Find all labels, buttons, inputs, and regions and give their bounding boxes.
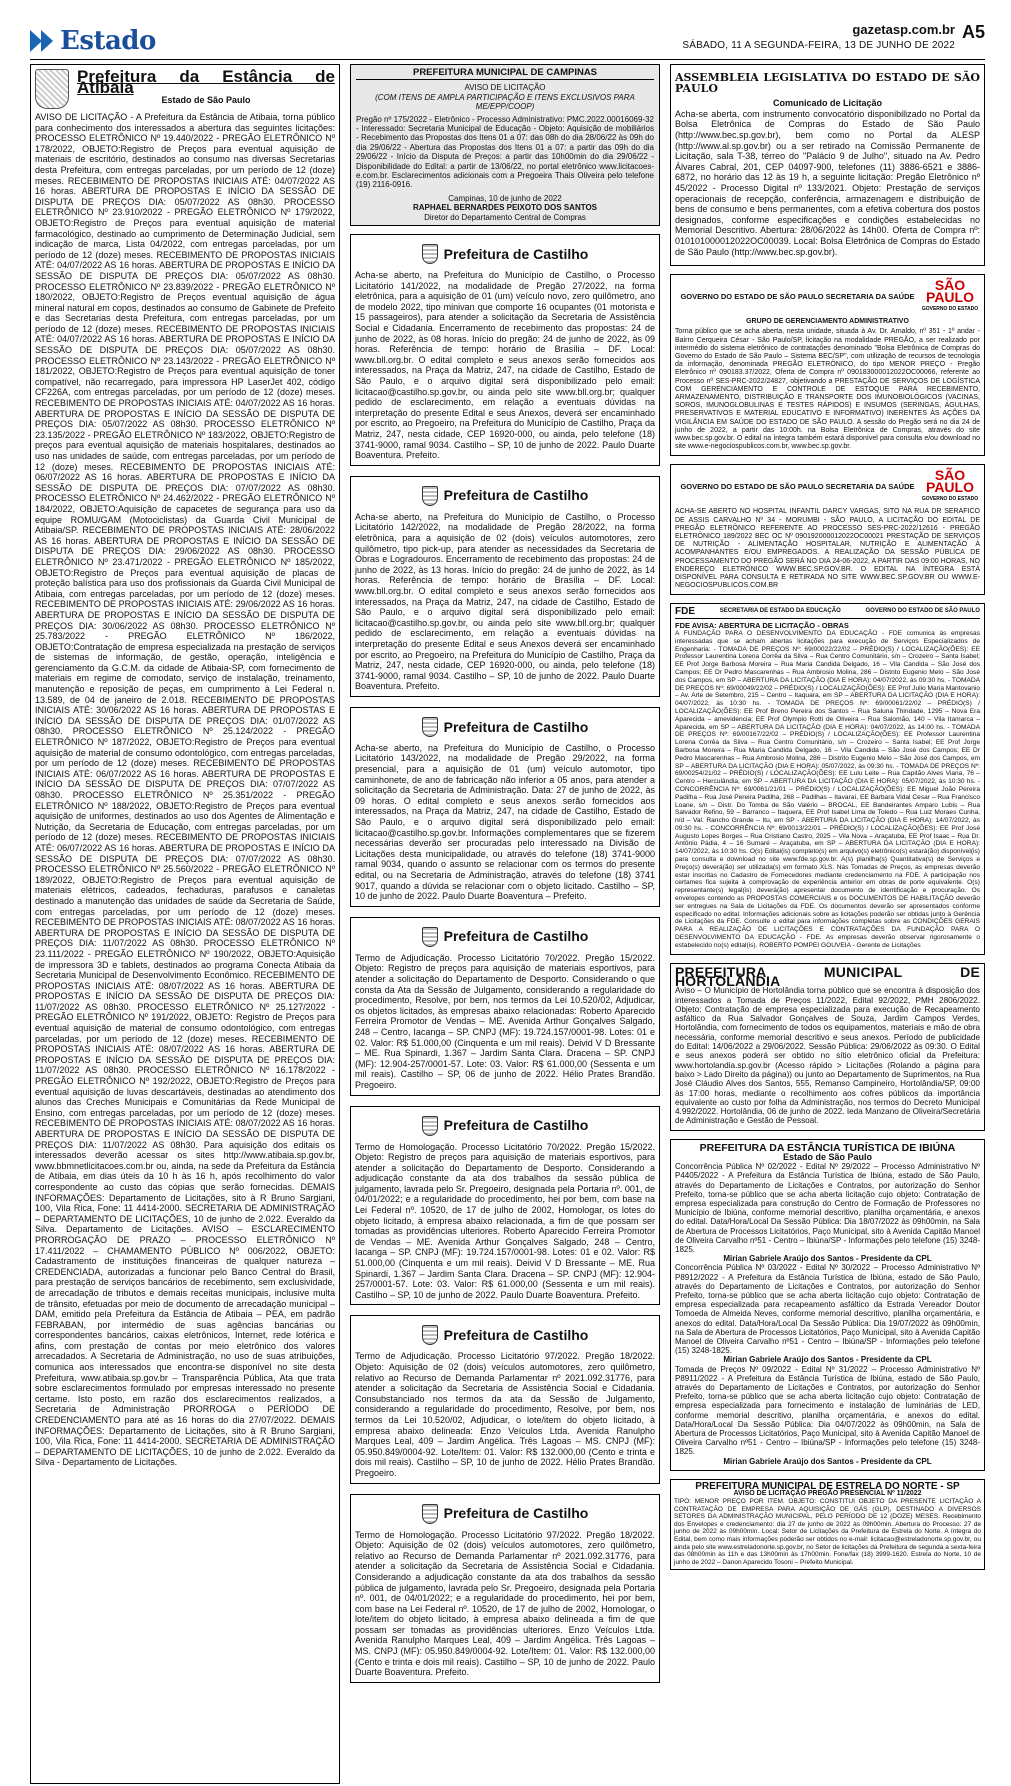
ibiuna-title: PREFEITURA DA ESTÂNCIA TURÍSTICA DE IBIÚNA — [699, 1141, 956, 1154]
alesp-subtitle: Comunicado de Licitação — [772, 98, 883, 109]
saude-body-2: ACHA-SE ABERTO NO HOSPITAL INFANTIL DARCY VARGAS, SITO NA RUA DR SERAFICO DE ASSIS CARVALHO Nº 34 - MORUMBI - SÃO PAULO, A LICITAÇÃO DO EDITAL DE PREGÃO ELETRÔNICO REFERENTE AO PROCESSO SES-PRC-2022/12616 - PREGÃO ELETRÔNICO 189/2022 BEC OC Nº 090192000012022OC00021 PRESTAÇÃO DE SERVIÇOS DE NUTRIÇÃO - ALIMENTAÇÃO HOSPITALAR, NUTRIÇÃO E ALIMENTAÇÃO À ACOMPANHANTES E/OU EMPREGADOS. A REALIZAÇÃO DA SESSÃO PÚBLICA DE PROCESSAMENTO DO PREGÃO SERÁ NO DIA 24-06-2022, A PARTIR DAS 09:00 HORAS, NO ENDEREÇO ELETRÔNICO WWW.BEC.SP.GOV.BR. O EDITAL NA ÍNTEGRA ESTÁ DISPONÍVEL PARA CONSULTA E RETIRADA NO SITE WWW.BEC.SP.GOV.BR OU WWW.E-NEGOCIOSPUBLICOS.COM.BR — [675, 508, 980, 590]
castilho-shield-icon — [422, 717, 438, 737]
fde-heading: FDE AVISA: ABERTURA DE LICITAÇÃO - OBRAS — [675, 621, 849, 631]
fde-secretaria: SECRETARIA DE ESTADO DA EDUCAÇÃO — [719, 608, 841, 615]
castilho-shield-icon — [422, 927, 438, 947]
castilho-body: Acha-se aberto, na Prefeitura do Município de Castilho, o Processo Licitatório 143/2022, na modalidade de Pregão 29/2022, na forma presencial, para a aquisição de 01 (um) veículo automotor, tipo caminhonete, de ano de fabricação não inferior a 05 anos, para atender a solicitação da Secretaria de Administração. Data: 27 de junho de 2022, às 09 horas. O edital completo e seus anexos serão fornecidos aos interessados, na Praça da Matriz, 247, na cidade de Castilho, Estado de São Paulo, e o arquivo digital será disponibilizado pelo email: licitacao@castilho.sp.gov.br. Informações complementares que se fizerem necessárias deverão ser procuradas pelo interessado na Divisão de Licitações desta municipalidade, ou através do telefone (18) 3741-9000 ramal 9034, quando o assunto se relacionar com os termos do presente edital, ou na Secretaria de Administração, através do telefone (18) 3741 9017, quando a dúvida se relacionar com o objeto licitado. Castilho – SP, 10 de junho de 2022. Paulo Duarte Boaventura – Prefeito. — [355, 742, 655, 902]
castilho-title: Prefeitura de Castilho — [443, 1505, 589, 1522]
castilho-body: Termo de Adjudicação. Processo Licitatório 97/2022. Pregão 18/2022. Objeto: Aquisição de 02 (dois) veículos automotores, zero quilômetro, relativo ao Recurso de Demanda Parlamentar nº 2021.092.31776, para atender a solicitação da Secretaria de Assistência Social e Cidadania. Consubstanciado nos termos da ata da Sessão de Julgamento, considerando a regularidade do procedimento, Resolve, por bem, nos termos da Lei 10.520/02, Adjudicar, o lote/item do objeto licitado, à empresa abaixo delineada: Enzo Veículos Ltda. Avenida Ranulpho Marques Leal, 409 – Jardim Angélica. Três Lagoas – MS. CNPJ (MF): 05.950.849/0004-92. Lote/Item: 01. Valor: R$ 132.000,00 (Cento e trinta e dois mil reais). Castilho – SP, 10 de junho de 2022. Hélio Prates Brandão. Pregoeiro. — [355, 1351, 655, 1478]
atibaia-body: AVISO DE LICITAÇÃO - A Prefeitura da Estância de Atibaia, torna público para conhecimento dos interessados a abertura das seguintes licitações: PROCESSO ELETRÔNICO Nº 19.440/2022 - PREGÃO ELETRÔNICO Nº 178/2022, OBJETO:Registro de Preços para eventual aquisição de materiais de escritório, destinados ao consumo nas diversas Secretarias desta Prefeitura, com entregas parceladas, por um período de 12 (doze) meses. RECEBIMENTO DE PROPOSTAS INICIAIS ATÉ: 04/07/2022 AS 16 horas. ABERTURA DE PROPOSTAS E INÍCIO DA SESSÃO DE DISPUTA DE PREÇOS DIA: 05/07/2022 AS 08h30. PROCESSO ELETRÔNICO Nº 23.910/2022 - PREGÃO ELETRÔNICO Nº 179/2022, OBJETO:Registro de Preços para eventual aquisição de material farmacológico, destinado ao cumprimento de Determinação Judicial, sem indicação de marca, Lista 04/2022, com entregas parceladas, por um período de 12 (doze) meses. RECEBIMENTO DE PROPOSTAS INICIAIS ATÉ: 04/07/2022 AS 16 horas. ABERTURA DE PROPOSTAS E INÍCIO DA SESSÃO DE DISPUTA DE PREÇOS DIA: 05/07/2022 AS 08h30. PROCESSO ELETRÔNICO Nº 23.839/2022 - PREGÃO ELETRÔNICO Nº 180/2022, OBJETO:Registro de Preços eventual aquisição de água mineral natural em copos, destinados ao consumo de Gabinete de Prefeito e das Secretarias desta Prefeitura, com entregas parceladas, por um período de 12 (doze) meses. RECEBIMENTO DE PROPOSTAS INICIAIS ATÉ: 04/07/2022 AS 16 horas. ABERTURA DE PROPOSTAS E INÍCIO DA SESSÃO DE DISPUTA DE PREÇOS DIA: 05/07/2022 AS 08h30. PROCESSO ELETRÔNICO Nº 23.143/2022 - PREGÃO ELETRÔNICO Nº 181/2022, OBJETO:Registro de Preços para eventual aquisição de toner compatível, não recarregado, para impressora HP LaserJet 402, código CF226A, com entregas parceladas, por um período de 12 (doze) meses. RECEBIMENTO DE PROPOSTAS INICIAIS ATÉ: 04/07/2022 AS 16 horas. ABERTURA DE PROPOSTAS E INÍCIO DA SESSÃO DE DISPUTA DE PREÇOS DIA: 05/07/2022 AS 08h30. PROCESSO ELETRÔNICO Nº 23.135/2022 - PREGÃO ELETRÔNICO Nº 183/2022, OBJETO:Registro de preços para eventual aquisição de materiais hospitalares, destinados ao uso nas unidades de saúde, com entregas parceladas, por um período de 12 (doze) meses. RECEBIMENTO DE PROPOSTAS INICIAIS ATÉ: 06/07/2022 AS 16 horas. ABERTURA DE PROPOSTAS E INÍCIO DA SESSÃO DE DISPUTA DE PREÇOS DIA: 07/07/2022 AS 08h30. PROCESSO ELETRÔNICO Nº 24.462/2022 - PREGÃO ELETRÔNICO Nº 184/2022, OBJETO:Aquisição de capacetes de segurança para uso da equipe ROMU/GAM (Motociclistas) da Guarda Civil Municipal de Atibaia/SP. RECEBIMENTO DE PROPOSTAS INICIAIS ATÉ: 28/06/2022 AS 16 horas. ABERTURA DE PROPOSTAS E INÍCIO DA SESSÃO DE DISPUTA DE PREÇOS DIA: 29/06/2022 AS 08h30. PROCESSO ELETRÔNICO Nº 23.471/2022 - PREGÃO ELETRÔNICO Nº 185/2022, OBJETO:Registro de Preços para eventual aquisição de placas de proteção balística para uso dos profissionais da Guarda Civil Municipal de Atibaia, com entregas parceladas, por um período de 12 (doze) meses. RECEBIMENTO DE PROPOSTAS INICIAIS ATÉ: 29/06/2022 AS 16 horas. ABERTURA DE PROPOSTAS E INÍCIO DA SESSÃO DE DISPUTA DE PREÇOS DIA: 30/06/2022 AS 08h30. PROCESSO ELETRÔNICO Nº 25.783/2022 - PREGÃO ELETRÔNICO Nº 186/2022, OBJETO:Contratação de empresa especializada na prestação de serviços de sistemas de informação, de gestão, operação, inteligência e gerenciamento da G.C.M. da cidade de Atibaia-SP, com fornecimento de materiais em regime de comodato, serviço de instalação, treinamento, manutenção e reposição de peças, em cumprimento à Lei Federal n. 13.589, de 04 de janeiro de 2.018. RECEBIMENTO DE PROPOSTAS INICIAIS ATÉ: 30/06/2022 AS 16 horas. ABERTURA DE PROPOSTAS E INÍCIO DA SESSÃO DE DISPUTA DE PREÇOS DIA: 01/07/2022 AS 08h30. PROCESSO ELETRÔNICO Nº 25.124/2022 - PREGÃO ELETRÔNICO Nº 187/2022, OBJETO:Registro de Preços para eventual aquisição de material de consumo odontológico, com entregas parceladas, por um período de 12 (doze) meses. RECEBIMENTO DE PROPOSTAS INICIAIS ATÉ: 06/07/2022 AS 16 horas. ABERTURA DE PROPOSTAS E INÍCIO DA SESSÃO DE DISPUTA DE PREÇOS DIA: 07/07/2022 AS 08h30. PROCESSO ELETRÔNICO Nº 25.351/2022 - PREGÃO ELETRÔNICO Nº 188/2022, OBJETO:Registro de Preços para eventual aquisição de uniformes, destinados ao uso dos Agentes de Alimentação e Nutrição, da Secretaria de Educação, com entregas parceladas, por um período de 12 (doze) meses. RECEBIMENTO DE PROPOSTAS INICIAIS ATÉ: 06/07/2022 AS 16 horas. ABERTURA DE PROPOSTAS E INÍCIO DA SESSÃO DE DISPUTA DE PREÇOS DIA: 07/07/2022 AS 08h30. PROCESSO ELETRÔNICO Nº 25.560/2022 - PREGÃO ELETRÔNICO Nº 189/2022, OBJETO:Registro de Preços para eventual aquisição de materiais elétricos, cadeados, fechaduras, parafusos e canaletas destinado a manutenção das unidades de saúde da Secretaria de Saúde, com entregas parceladas, por um período de 12 (doze) meses. RECEBIMENTO DE PROPOSTAS INICIAIS ATÉ: 08/07/2022 AS 16 horas. ABERTURA DE PROPOSTAS E INÍCIO DA SESSÃO DE DISPUTA DE PREÇOS DIA: 11/07/2022 AS 08h30. PROCESSO ELETRÔNICO Nº 23.111/2022 - PREGÃO ELETRÔNICO Nº 190/2022, OBJETO:Aquisição de impressora 3D e tablets, destinados ao programa Conecta Atibaia da Secretaria Municipal de Desenvolvimento Econômico. RECEBIMENTO DE PROPOSTAS INICIAIS ATÉ: 08/07/2022 AS 16 horas. ABERTURA DE PROPOSTAS E INÍCIO DA SESSÃO DE DISPUTA DE PREÇOS DIA: 11/07/2022 AS 08h30. PROCESSO ELETRÔNICO Nº 25.127/2022 - PREGÃO ELETRÔNICO Nº 191/2022, OBJETO: Registro de Preços para eventual aquisição de material de consumo odontológico, com entregas parceladas, por um período de 12 (doze) meses. RECEBIMENTO DE PROPOSTAS INICIAIS ATÉ: 08/07/2022 AS 16 horas. ABERTURA DE PROPOSTAS E INÍCIO DA SESSÃO DE DISPUTA DE PREÇOS DIA: 11/07/2022 AS 08h30. PROCESSO ELETRÔNICO Nº 16.178/2022 - PREGÃO ELETRÔNICO Nº 192/2022, OBJETO:Registro de Preços para eventual aquisição de luvas descartáveis, destinadas ao atendimento dos alunos das Creches Municipais e Comunitárias da Rede Municipal de Ensino, com entregas parceladas, por um período de 12 (doze) meses. RECEBIMENTO DE PROPOSTAS INICIAIS ATÉ: 08/07/2022 AS 16 horas. ABERTURA DE PROPOSTAS E INÍCIO DA SESSÃO DE DISPUTA DE PREÇOS DIA: 11/07/2022 AS 08h30. Para aquisição dos editais os interessados deverão acessar os sites http://www.atibaia.sp.gov.br, www.bbmnetlicitacoes.com.br ou, ainda, na sede da Prefeitura da Estância de Atibaia, em dias úteis da 10 h às 16 h, após recolhimento do valor correspondente ao custo das cópias que serão fornecidas. DEMAIS INFORMAÇÕES: Departamento de Licitações, sito à R Bruno Sargiani, 100, Vila Rica, Fone: 11 4414-2000. SECRETARIA DE ADMINISTRAÇÃO – DEPARTAMENTO DE LICITAÇÕES, 10 de junho de 2.022. Everaldo da Silva. Departamento de Licitações. AVISO – ESCLARECIMENTO PRORROGAÇÃO DE PRAZO – PROCESSO ELETRÔNICO Nº 17.411/2022 – CHAMAMENTO PÚBLICO Nº 006/2022, OBJETO: Cadastramento de instituições financeiras de qualquer natureza – CREDENCIADA, autorizadas a funcionar pelo Banco Central do Brasil, para prestação de serviços bancários de recebimento, sem exclusividade, de arrecadação de tributos e demais receitas municipais, inclusive multa de trânsito, efetuadas por meio de documento de arrecadação municipal – DAM, emitido pela Prefeitura da Estância de Atibaia – PEA, em padrão FEBRABAN, por intermédio de suas agências bancárias ou correspondentes bancários, caixas eletrônicos, Internet, rede lotérica e afins, com prestação de contas por meio eletrônico dos valores arrecadados. A Secretaria de Administração, no uso de suas atribuições, comunica aos interessados que encontra-se disponível no site desta Prefeitura, www.atibaia.sp.gov.br – Transparência Pública, Ata que trata sobre esclarecimentos formulado por empresas interessado no presente certame. Isto posto, em razão dos esclarecimentos realizados, a Secretaria de Administração PRORROGA o PERÍODO DE CREDENCIAMENTO para até as 16 horas do dia 27/07/2022. DEMAIS INFORMAÇÕES: Departamento de Licitações, sito à R Bruno Sargiani, 100, Vila Rica, Fone: 11 4414-2000. SECRETARIA DE ADMINISTRAÇÃO – DEPARTAMENTO DE LICITAÇÕES, 10 de junho de 2.022. Everaldo da Silva - Departamento de Licitações. — [35, 112, 335, 1468]
alesp-body: Acha-se aberta, com instrumento convocatório disponibilizado no Portal da Bolsa Eletrônica de Compras do Estado de São Paulo (http://www.bec.sp.gov.br), bem como no Portal da ALESP (http://www.al.sp.gov.br) ou a ser retirado na Comissão Permanente de Licitação, sala T-38, térreo do "Palácio 9 de Julho", situado na Av. Pedro Álvares Cabral, 201, CEP 04097-900, telefones (11) 3886-6521 e 3886-6872, no horário das 12 às 19 h, a seguinte licitação: Pregão Eletrônico nº 45/2022 - Processo Digital nº 133/2021. Objeto: Prestação de serviços operacionais de recepção, conferência, armazenagem e distribuição de bens de consumo e bens permanentes, com a efetiva cobertura dos postos designados, conforme especificações e condições estabelecidas no Memorial Descritivo. Abertura: 28/06/2022 às 14h00. Oferta de Compra nº: 010101000012022OC00039. Local: Bolsa Eletrônica de Compras do Estado de São Paulo (http://www.bec.sp.gov.br). — [675, 108, 980, 257]
castilho-notices — [350, 234, 660, 1683]
castilho-shield-icon — [422, 486, 438, 506]
castilho-shield-icon — [422, 1116, 438, 1136]
saude-title-1: GOVERNO DO ESTADO DE SÃO PAULO SECRETARIA DA SAÚDE — [680, 291, 915, 301]
campinas-body: Pregão nº 175/2022 - Eletrônico - Processo Administrativo: PMC.2022.00016069-32 - Interessado: Secretaria Municipal de Educação - Objeto: Aquisição de mobiliários - Recebimento das Propostas dos Itens 01 a 07: das 08h do dia 28/06/22 às 09h do dia 29/06/22 - Abertura das Propostas dos Itens 01 a 07: a partir das 09h do dia 29/06/22 - Início da Disputa de Preços: a partir das 10h00min do dia 29/06/22 - Disponibilidade do Edital: a partir de 13/06/22, no portal eletrônico www.licitacoes-e.com.br. Esclarecimentos adicionais com a Pregoeira Thais Oliveira pelo telefone (19) 2116-0916. — [356, 114, 654, 190]
ibiuna-body-2: Concorrência Pública Nº 03/2022 - Edital Nº 30/2022 – Processo Administrativo Nº P8912/2022 - A Prefeitura da Estância Turística de Ibiúna, estado de São Paulo, através do Departamento de Licitações e Contratos, por autorização do Senhor Prefeito, torna-se público que se acha aberta licitação cujo objeto: Contratação de empresa especializada para recapeamento asfáltico da Estrada Vereador Doutor Tomoeda de Almeida Neves, conforme memorial descritivo, planilha orçamentária, e anexos do edital. Data/Hora/Local Da Sessão Pública: Dia 19/07/2022 às 09h00min, na Sala de Abertura de Processos Licitatórios, Paço Municipal, sito à Avenida Capitão Manoel de Oliveira Carvalho nº51 - Centro – Ibiúna/SP - Informações pelo telefone (15) 3248-1825. — [675, 1263, 980, 1356]
castilho-header — [355, 1325, 655, 1345]
ibiuna-signature-1: Mirian Gabriele Araújo dos Santos - Presidente da CPL — [723, 1254, 932, 1264]
campinas-place: Campinas, 10 de junho de 2022 — [448, 193, 562, 203]
site-url[interactable]: gazetasp.com.br — [852, 22, 955, 37]
brand-name: Estado — [60, 26, 156, 56]
castilho-notice — [350, 1106, 660, 1306]
castilho-title: Prefeitura de Castilho — [443, 1327, 589, 1344]
castilho-notice — [350, 1315, 660, 1483]
hortolandia-notice — [670, 963, 985, 1131]
alesp-notice — [670, 64, 985, 266]
castilho-notice — [350, 234, 660, 466]
castilho-body: Termo de Homologação. Processo Licitatório 97/2022. Pregão 18/2022. Objeto: Aquisição de 02 (dois) veículos automotores, zero quilômetro, relativo ao Recurso de Demanda Parlamentar nº 2021.092.31776, para atender a solicitação da Secretaria de Assistência Social e Cidadania. Considerando a adjudicação constante da ata dos trabalhos da sessão pública de julgamento, lavrada pelo Sr. Pregoeiro, designada pela Portaria nº. 001, de 04/01/2022; e a regularidade do procedimento, hei por bem, com base na Lei Federal nº. 10520, de 17 de julho de 2002, Homologar, o lote/item do objeto licitado, à empresa abaixo delineada a fim de que possam ser tomadas as providências ulteriores. Enzo Veículos Ltda. Avenida Ranulpho Marques Leal, 409 – Jardim Angélica. Três Lagoas – MS. CNPJ (MF): 05.950.849/0004-92. Lote/Item: 01. Valor: R$ 132.000,00 (Cento e trinta e dois mil reais). Castilho – SP, 10 de junho de 2022. Paulo Duarte Boaventura. Prefeito. — [355, 1529, 655, 1678]
castilho-notice — [350, 1494, 660, 1683]
castilho-notice — [350, 476, 660, 697]
sao-paulo-logo-icon: SÃO PAULO GOVERNO DO ESTADO — [921, 277, 979, 313]
castilho-title: Prefeitura de Castilho — [443, 928, 589, 945]
castilho-title: Prefeitura de Castilho — [443, 487, 589, 504]
sao-paulo-logo-icon: SÃO PAULO GOVERNO DO ESTADO — [921, 467, 979, 503]
campinas-role: Diretor do Departamento Central de Compras — [424, 212, 586, 222]
castilho-shield-icon — [422, 244, 438, 264]
castilho-header — [355, 486, 655, 506]
campinas-aviso: AVISO DE LICITAÇÃO — [464, 83, 546, 93]
hortolandia-title: PREFEITURA MUNICIPAL DE HORTOLÂNDIA — [675, 963, 980, 989]
castilho-notice — [350, 707, 660, 907]
estrela-body: TIPO: MENOR PREÇO POR ITEM. OBJETO: CONSTITUI OBJETO DA PRESENTE LICITAÇÃO A CONTRATAÇÃO DE EMPRESA PARA AQUISIÇÃO DE GÁS (GLP), DESTINADO A DIVERSOS SETORES DA ADMINISTRAÇÃO MUNICIPAL, PELO PERÍODO DE 12 (DOZE) MESES. Recebimento dos Envelopes e credenciamento: dia 27 de junho de 2022 às 09h00min. Abertura do Processo: 27 de junho de 2022 às 09h00min. Local: Setor de Licitações da Prefeitura de Estrela do Norte. A íntegra do Edital, bem como mais informações poderão ser obtidos no e-mail: licitacao@estreladonorte.sp.gov.br, ou ainda pelo site www.estreladonorte.sp.gov.br, no Setor de licitações da Prefeitura de segunda a sexta-feira das 08h00min às 11h e das 13h00min às 17h00min. Fone/fax (18) 3999-1620. Estrela do Norte, 10 de junho de 2022 – Danon Aparecido Tosoni – Prefeito Municipal. — [674, 1497, 981, 1566]
masthead — [30, 20, 985, 60]
ibiuna-signature-3: Mirian Gabriele Araújo dos Santos - Presidente da CPL — [723, 1456, 932, 1466]
castilho-body: Termo de Adjudicação. Processo Licitatório 70/2022. Pregão 15/2022. Objeto: Registro de preços para aquisição de materiais esportivos, para atender a solicitação do Departamento de Desporto. Considerando o que consta da Ata da Sessão de Julgamento, considerando a regularidade do procedimento, Resolve, por bem, nos termos da Lei 10.520/02, Adjudicar, os objetos licitados, às empresas abaixo relacionadas: Roberto Aparecido Ferreira Promotor de Vendas – ME. Avenida Arthur Gonçalves Salgado, 248 – Centro, Iacanga – SP. CNPJ (MF): 19.724.157/0001-98. Lotes: 01 e 02. Valor: R$ 51.000,00 (Cinquenta e um mil reais). Deivid V D Bressante – ME. Rua Spinardi, 1.367 – Jardim Santa Clara. Dracena – SP. CNPJ (MF): 12.904-257/0001-57. Lote: 03. Valor: R$ 61.000,00 (Sessenta e um mil reais). Castilho – SP, 06 de junho de 2022. Hélio Prates Brandão. Pregoeiro. — [355, 952, 655, 1090]
column-right — [670, 64, 985, 1784]
hortolandia-body: Aviso – O Município de Hortolândia torna público que se encontra à disposição dos interessados a Tomada de Preços 11/2022, Edital 92/2022, PMH 2806/2022. Objeto: Contratação de empresa especializada para execução de Recapeamento asfáltico da Rua Salvador Gonçalves de Souza, Jardim Campos Verdes, Hortolândia, com fornecimento de todos os equipamentos, materiais e mão de obra necessária, conforme memorial descritivo e seus anexos. Período de publicidade do Edital: 14/06/2022 a 29/06/2022. Sessão Pública: 29/06/2022 às 09:30. O Edital e seus anexos poderá ser obtido no sítio eletrônico oficial da Prefeitura: www.hortolandia.sp.gov.br (Acesso rápido > Licitações (Rolando a página para baixo > Lado Direito da página)) ou junto ao Departamento de Suprimentos, na Rua José Cláudio Alves dos Santos, 555, Remanso Campineiro, Hortolândia/SP, 09:00 às 17:00 horas, mediante o recolhimento aos cofres públicos da importância equivalente ao custo por folha da Administração, nos termos do Decreto Municipal 4.992/2022. Hortolândia, 06 de junho de 2022. Ieda Manzano de Oliveira/Secretária de Administração e Gestão de Pessoal. — [675, 986, 980, 1126]
fde-governo: GOVERNO DO ESTADO DE SÃO PAULO — [865, 608, 980, 615]
column-middle — [350, 64, 660, 1784]
castilho-body: Acha-se aberto, na Prefeitura do Município de Castilho, o Processo Licitatório 142/2022, na modalidade de Pregão 28/2022, na forma eletrônica, para a aquisição de 02 (dois) veículos automotores, zero quilômetro, tipo pick-up, para atender as necessidades da Secretaria de Obras e Logradouros. Encerramento de recebimento das propostas: 24 de junho de 2022, às 13 horas. Início do pregão: 24 de junho de 2022, às 14 horas. Referência de tempo: horário de Brasília – DF. Local: www.bll.org.br. O edital completo e seus anexos serão fornecidos aos interessados, na Praça da Matriz, 247, na cidade de Castilho, Estado de São Paulo, e o arquivo digital será disponibilizado pelo email: licitacao@castilho.sp.gov.br, ou ainda pelo site www.bll.org.br; qualquer pedido de esclarecimento, em relação a eventuais dúvidas na interpretação do presente Edital e seus Anexos deverá ser encaminhado por escrito, ao Pregoeiro, na Prefeitura do Município de Castilho, Praça da Matriz, 247, nesta cidade, CEP 16920-000, ou ainda, pelo telefone (18) 3741-9000, ramal 9034. Castilho – SP, 10 de junho de 2022. Paulo Duarte Boaventura. Prefeito. — [355, 511, 655, 692]
castilho-title: Prefeitura de Castilho — [443, 1117, 589, 1134]
fde-body: A FUNDAÇÃO PARA O DESENVOLVIMENTO DA EDUCAÇÃO - FDE comunica às empresas interessadas que se acham abertas licitações para execução de Serviços Especializados de Engenharia: - TOMADA DE PREÇOS Nº: 69/00022/22/02 – PRÉDIO(S) / LOCALIZAÇÃO(ÕES): EE Professor Laurentina Lorena Corrêa da Silva – Rua Centro Comunitário, s/n – Crozeiro – Santa Isabel; EE Prof Jorge Barbosa Moreira – Rua Maria Candida Delgado, 16 – Vila Candida – São José dos Campos; EE Dr Pedro Mascarenhas – Rua Ambrosio Molina, 286 – Distrito Eugenio Melo – São José dos Campos, em SP – ABERTURA DA LICITAÇÃO (DIA E HORA): 04/07/2022, às 09:30 hs. - TOMADA DE PREÇOS Nº: 69/00049/22/02 – PRÉDIO(S) / LOCALIZAÇÃO(ÕES): EE Prof Julio Maria Mantovanio – Av. Arte de Setembro, 215 – Centro – Itaquara, em SP – ABERTURA DA LICITAÇÃO (DIA E HORA): 04/07/2022, às 10:30 hs. - TOMADA DE PREÇOS Nº: 69/00061/22/02 – PRÉDIO(S) / LOCALIZAÇÃO(ÕES): EE Prof Breno Pereira dos Santos – Rua Saluna Thindade, 1295 – Nova Era Aparecida – amevidencia; EE Prof Olympio Rotti de Oliveira – Rua Salomão, 140 – Vila Itamarca – Aparecida, em SP – ABERTURA DA LICITAÇÃO (DIA E HORA): 04/07/2022, às 14:00 hs. - TOMADA DE PREÇOS Nº: 69/00167/22/02 – PRÉDIO(S) / LOCALIZAÇÃO(ÕES): EE Professor Laurentina Lorena Corrêa da Silva – Rua Centro Comunitário, s/n – Crozeiro – Santa Isabel; EE Prof Jorge Barbosa Moreira – Rua Maria Candida Delgado, 16 – Vila Candida – São José dos Campos; EE Dr Pedro Mascarenhas – Rua Ambrosio Molina, 286 – Distrito Eugenio Melo – São José dos Campos, em SP – ABERTURA DA LICITAÇÃO (DIA E HORA): 05/07/2022, às 09:30 hs. - TOMADA DE PREÇOS Nº: 69/00254/21/02 – PRÉDIO(S) / LOCALIZAÇÃO(ÕES): EE Lulu Leite – Rua Capitão Alves Viana, 76 – Centro – Herculândia, em SP – ABERTURA DA LICITAÇÃO (DIA E HORA): 05/07/2022, às 10:30 hs. - CONCORRÊNCIA Nº: 69/0061/21/01 – PRÉDIO(S) / LOCALIZAÇÃO(ÕES): EE Miguel João Pereira Padilha – Rua José Pereira Padilha, 268 – Padilhas – Itavaraí, EE Barbara Vidal Cesar – Rua Francisco Loane, s/n – Distr. Do Tomba de São Valério – BROCAL, EE Bandeirantes Amparo Lubis – Rua Salvador Refino, 59 – Barranco – Itaquera, EE Prof Isabel Lima de Toledo – Rua Luiz Moraes Cunha, n/d – Val. Rancho Grande – Itu, em SP - ABERTURA DA LICITAÇÃO (DIA E HORA): 14/07/2022, às 09:30 hs. - CONCORRÊNCIA Nº: 69/0013/22/01 – PRÉDIO(S) / LOCALIZAÇÃO(ÕES): EE Prof José Augusto Lopes Borges – Rua Cristiano Castro, 2025 – Vila Nova – Araçatuba, EE Prof Isaac – Rua Dr. Antônio Pádia, 4 – 16 Sumaré – Araçatuba, em SP – ABERTURA DA LICITAÇÃO (DIA E HORA): 14/07/2022, às 10:30 hs. O(s) Edital(is) completo(s) em arquivo(s) eletrônico(s) estará(ão) disponível(is) para consulta e download no site www.fde.sp.gov.br. A(s) planilha(s) Quantitativa(s) de Serviços e Preço(s) deverá(ão) ser utilizada(s) em formato XLS. Nas Tomadas de Preços, as empresas deverão estar inscritas no Cadastro de Fornecedores mediante credenciamento na FDE. A participação nos certames fica sujeita à comprovação de experiência anterior em obras de porte equivalente. O(s) representante(s) legal(is) deverá(ão) apresentar documento de identificação e procuração. Os envelopes contendo as PROPOSTAS COMERCIAIS e os DOCUMENTOS DE HABILITAÇÃO deverão ser entregues na Sala de Licitações da FDE. Os documentos deverão ser apresentados conforme especificado no edital. Informações adicionais sobre as licitações poderão ser obtidas junto à Gerência de Licitações da FDE. Consulte o edital para informações completas sobre as CONDIÇÕES GERAIS PARA A REALIZAÇÃO DE LICITAÇÕES E CONTRATAÇÕES DA FUNDAÇÃO PARA O DESENVOLVIMENTO DA EDUCAÇÃO - FDE. As empresas deverão observar rigorosamente o estabelecido no(s) edital(is). ROBERTO POMPEI GOUVEIA - Gerente de Licitações — [675, 629, 980, 949]
ibiuna-subtitle: Estado de São Paulo — [782, 1151, 873, 1162]
castilho-body: Acha-se aberto, na Prefeitura do Município de Castilho, o Processo Licitatório 141/2022, na modalidade de Pregão 27/2022, na forma eletrônica, para a aquisição de 01 (um) veículo novo, zero quilômetro, ano de modelo 2022, tipo minivan que comporte 16 ocupantes (01 motorista e 15 passageiros), para atender a solicitação da Secretaria de Assistência Social e Cidadania. Encerramento de recebimento das propostas: 24 de junho de 2022, às 08 horas. Início do pregão: 24 de junho de 2022, às 09 horas. Referência de tempo: horário de Brasília – DF. Local: www.bll.org.br. O edital completo e seus anexos serão fornecidos aos interessados, na Praça da Matriz, 247, na cidade de Castilho, Estado de São Paulo, e o arquivo digital será disponibilizado pelo email: licitacao@castilho.sp.gov.br, ou ainda pelo site www.bll.org.br; qualquer pedido de esclarecimento, em relação a eventuais dúvidas na interpretação do presente Edital e seus Anexos, deverá ser encaminhado por escrito, ao Pregoeiro, na Prefeitura do Município de Castilho, Praça da Matriz, 247, nesta cidade, CEP 16920-000, ou ainda, pelo telefone (18) 3741-9000, ramal 9034. Castilho – SP, 10 de junho de 2022. Paulo Duarte Boaventura. Prefeito. — [355, 270, 655, 461]
castilho-header — [355, 717, 655, 737]
castilho-header — [355, 1116, 655, 1136]
saude-group: GRUPO DE GERENCIAMENTO ADMINISTRATIVO — [746, 318, 909, 326]
alesp-title: ASSEMBLEIA LEGISLATIVA DO ESTADO DE SÃO PAULO — [675, 71, 980, 95]
estado-logo — [30, 26, 156, 56]
atibaia-notice — [30, 64, 340, 1784]
chevron-logo-icon — [30, 30, 56, 52]
castilho-shield-icon — [422, 1325, 438, 1345]
campinas-notice — [350, 64, 660, 226]
saude-body-1: Torna público que se acha aberta, nesta unidade, situada à Av. Dr. Arnaldo, nº 351 - 1º andar - Bairro Cerqueira César - São Paulo/SP, licitação na modalidade PREGÃO, a ser realizado por intermédio do sistema eletrônico de contratações denominado "Bolsa Eletrônica de Compras do Governo do Estado de São Paulo – Sistema BEC/SP", com utilização de recursos de tecnologia da informação, denominada PREGÃO ELETRÔNICO, do tipo MENOR PREÇO - Pregão Eletrônico nº 090183.37/2022, Oferta de Compra nº 090183000012022OC00066, referente ao Processo nº SES-PRC-2022/24827, objetivando a PRESTAÇÃO DE SERVIÇOS DE LOGÍSTICA COM GERENCIAMENTO E CONTROLE DE ESTOQUE PARA RECEBIMENTO, ARMAZENAMENTO, DISTRIBUIÇÃO E TRANSPORTE DOS IMUNOBIOLÓGICOS (VACINAS, SOROS, IMUNOGLOBULINAS E TESTES RÁPIDOS) E INSUMOS (SERINGAS, AGULHAS, PRESERVATIVOS E MATERIAL EDUCATIVO E INFORMATIVO) INERENTES ÀS AÇÕES DA VIGILÂNCIA EM SAÚDE DO ESTADO DE SÃO PAULO. A sessão do Pregão será no dia 24 de junho de 2022, a partir das 10:00h. na Bolsa Eletrônica de Compras, através do site www.bec.sp.gov.br. O edital na íntegra também estará disponível para consulta e/ou download no site www.e-negociospublicos.com.br, www.bec.sp.gov.br. — [675, 328, 980, 451]
saude-title-2: GOVERNO DO ESTADO DE SÃO PAULO SECRETARIA DA SAÚDE — [680, 482, 915, 492]
castilho-notice — [350, 917, 660, 1096]
fde-logo-icon: FDE — [675, 606, 695, 618]
castilho-header — [355, 1504, 655, 1524]
campinas-signer: RAPHAEL BERNARDES PEIXOTO DOS SANTOS — [412, 203, 598, 213]
castilho-title: Prefeitura de Castilho — [443, 718, 589, 735]
campinas-title: PREFEITURA MUNICIPAL DE CAMPINAS — [356, 68, 654, 80]
page-number: A5 — [961, 22, 985, 42]
atibaia-header — [35, 69, 335, 109]
castilho-title: Prefeitura de Castilho — [443, 245, 589, 262]
castilho-header — [355, 927, 655, 947]
ibiuna-body-3: Tomada de Preços Nº 09/2022 - Edital Nº 31/2022 – Processo Administrativo Nº P8911/2022 - A Prefeitura da Estância Turística de Ibiúna, estado de São Paulo, através do Departamento de Licitações e Contratos, por autorização do Senhor Prefeito, torna-se público que se acha aberta licitação cujo objeto: Contratação de empresa especializada para fornecimento e instalação de luminárias de LED, conforme memorial descritivo, planilha orçamentária, e anexos do edital. Data/Hora/Local Da Sessão Pública: Dia 04/07/2022 às 09h00min, na Sala de Abertura de Processos Licitatórios, Paço Municipal, sito à Avenida Capitão Manoel de Oliveira Carvalho nº51 - Centro – Ibiúna/SP - Informações pelo telefone (15) 3248-1825. — [675, 1364, 980, 1457]
ibiuna-body-1: Concorrência Pública Nº 02/2022 - Edital Nº 29/2022 – Processo Administrativo Nº P4405/2022 - A Prefeitura da Estância Turística de Ibiúna, estado de São Paulo, através do Departamento de Licitações e Contratos, por autorização do Senhor Prefeito, torna-se público que se acha aberta licitação cujo objeto: Contratação de empresa especializada para construção do Centro de Formação de Professores no Município de Ibiúna, conforme memorial descritivo, planilha orçamentária, e anexos do edital. Data/Hora/Local Da Sessão Pública: Dia 18/07/2022 às 09h00min, na Sala de Abertura de Processos Licitatórios, Paço Municipal, sito à Avenida Capitão Manoel de Oliveira Carvalho nº51 - Centro – Ibiúna/SP - Informações pelo telefone (15) 3248-1825. — [675, 1162, 980, 1254]
estrela-subtitle: AVISO DE LICITAÇÃO PREGÃO PRESENCIAL Nº 11/2022 — [733, 1490, 922, 1498]
estrela-title: PREFEITURA MUNICIPAL DE ESTRELA DO NORTE - SP — [695, 1480, 960, 1492]
campinas-note: (COM ITENS DE AMPLA PARTICIPAÇÃO E ITENS EXCLUSIVOS PARA ME/EPP/COOP) — [375, 92, 635, 112]
atibaia-subtitle: Estado de São Paulo — [161, 95, 251, 106]
edition-date: SÁBADO, 11 A SEGUNDA-FEIRA, 13 DE JUNHO DE 2022 — [682, 40, 955, 51]
saude-notice-2 — [670, 464, 985, 595]
ibiuna-signature-2: Mirian Gabriele Araújo dos Santos - Presidente da CPL — [723, 1355, 932, 1365]
castilho-shield-icon — [422, 1504, 438, 1524]
ibiuna-notice — [670, 1139, 985, 1471]
atibaia-title: Prefeitura da Estância de Atibaia — [77, 67, 335, 97]
estrela-notice — [670, 1479, 985, 1571]
saude-notice-1 — [670, 274, 985, 456]
castilho-body: Termo de Homologação. Processo Licitatório 70/2022. Pregão 15/2022. Objeto: Registro de preços para aquisição de materiais esportivos, para atender a solicitação do Departamento de Desporto. Considerando a adjudicação constante da ata dos trabalhos da sessão pública de julgamento, lavrada pelo Sr. Pregoeiro, designada pela Portaria nº. 001, de 04/01/2022; e a regularidade do procedimento, hei por bem, com base na Lei Federal nº. 10520, de 17 de julho de 2002, Homologar, os lotes do objeto licitado, à empresa abaixo relacionada, a fim de que possam ser tomadas as providências ulteriores. Roberto Aparecido Ferreira Promotor de Vendas – ME. Avenida Arthur Gonçalves Salgado, 248 – Centro, Iacanga – SP. CNPJ (MF): 19.724.157/0001-98. Lotes: 01 e 02. Valor: R$ 51.000,00 (Cinquenta e um mil reais). Deivid V D Bressante – ME. Rua Spinardi, 1.367 – Jardim Santa Clara. Dracena – SP. CNPJ (MF): 12.904-257/0001-57. Lote: 03. Valor: R$ 61.000,00 (Sessenta e um mil reais). Castilho – SP, 10 de junho de 2022. Paulo Duarte Boaventura. Prefeito. — [355, 1141, 655, 1300]
castilho-header — [355, 244, 655, 264]
atibaia-crest-icon — [35, 69, 69, 109]
fde-notice — [670, 603, 985, 954]
